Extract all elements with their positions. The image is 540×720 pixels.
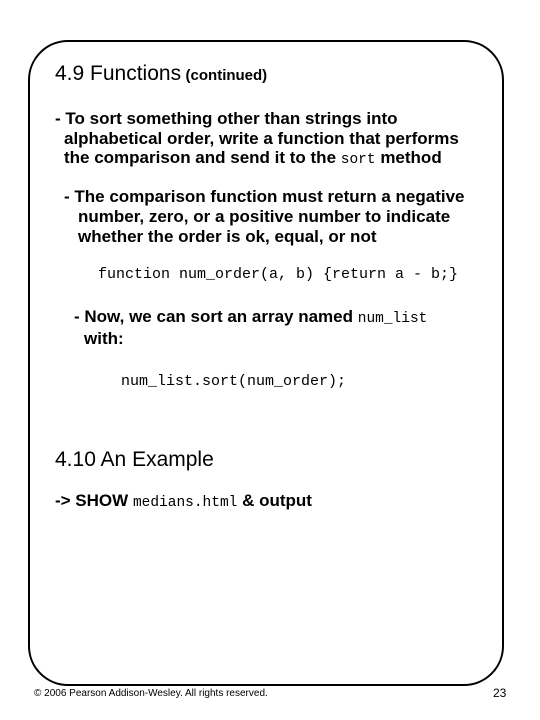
bullet2-line2: number, zero, or a positive number to indicate — [78, 207, 451, 226]
code-num-order: function num_order(a, b) {return a - b;} — [98, 266, 459, 283]
bullet3-line1-text: - Now, we can sort an array named — [74, 307, 354, 326]
bullet1-line1: - To sort something other than strings into — [55, 109, 398, 128]
bullet1-line3-end: method — [380, 148, 442, 167]
section2-heading: 4.10 An Example — [55, 448, 214, 471]
bullet1-line3-text: the comparison and send it to the — [64, 148, 337, 167]
sort-code: sort — [340, 152, 376, 168]
medians-code: medians.html — [132, 495, 238, 511]
num-list-code: num_list — [357, 311, 428, 327]
code-num-list-sort: num_list.sort(num_order); — [121, 373, 347, 390]
bullet3-line1 — [74, 307, 427, 329]
section-heading — [55, 62, 267, 86]
show-line-end: & output — [242, 491, 312, 510]
heading-suffix: (continued) — [185, 67, 268, 84]
heading-title: 4.9 Functions — [55, 62, 182, 85]
bullet1-line3 — [64, 148, 442, 170]
show-line-text: -> SHOW — [55, 491, 129, 510]
bullet2-line1: - The comparison function must return a negative — [64, 187, 465, 206]
show-line — [55, 491, 312, 513]
bullet3-line2: with: — [84, 329, 124, 348]
bullet1-line2: alphabetical order, write a function that performs — [64, 129, 459, 148]
copyright-notice: © 2006 Pearson Addison-Wesley. All rights reserved. — [34, 688, 268, 699]
bullet2-line3: whether the order is ok, equal, or not — [78, 227, 377, 246]
page-number: 23 — [493, 686, 507, 700]
